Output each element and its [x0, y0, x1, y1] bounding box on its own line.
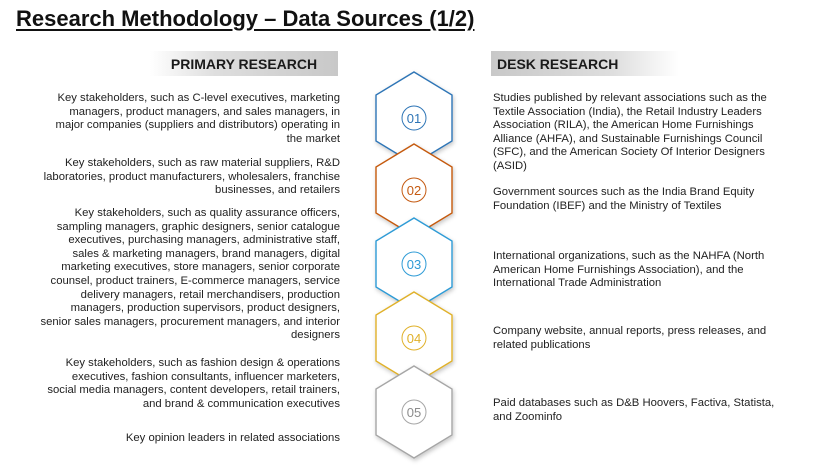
step-03-label: 03 — [406, 257, 422, 272]
primary-item-5: Key opinion leaders in related associations — [125, 432, 340, 444]
desk-item-5: Paid databases such as D&B Hoovers, Factiva, Statista, and Zoominfo — [493, 397, 775, 423]
step-02-label: 02 — [406, 183, 422, 198]
desk-item-1: Studies published by relevant associations such as the Textile Association (India), the Retail Industry Leaders Association (RILA), the American Home Furnishings Alliance (AHFA), and Sustainable Furnishings Council (SFC), and the American Society Of Interior Designers (ASID) — [493, 92, 767, 172]
step-05 — [376, 366, 452, 458]
desk-item-3: International organizations, such as the NAHFA (North American Home Furnishings Association), and the International Trade Administration — [493, 250, 765, 290]
page-title: Research Methodology – Data Sources (1/2) — [16, 6, 475, 31]
desk-research-header: DESK RESEARCH — [491, 51, 679, 76]
desk-item-2: Government sources such as the India Brand Equity Foundation (IBEF) and the Ministry of Textiles — [493, 186, 755, 212]
primary-item-3: Key stakeholders, such as quality assurance officers, sampling managers, graphic designers, senior catalogue executives, purchasing managers, administrative staff, sales & marketing managers, brand managers, digital marketing executives, store managers, senior corporate counsel, product trainers, E-commerce managers, service delivery managers, retail merchandisers, production managers, production supervisors, product designers, senior sales managers, procurement managers, and interior designers — [40, 207, 340, 342]
primary-research-header: PRIMARY RESEARCH — [150, 51, 338, 76]
desk-item-4: Company website, annual reports, press releases, and related publications — [493, 325, 767, 351]
primary-item-4: Key stakeholders, such as fashion design & operations executives, fashion consultants, influencer marketers, social media managers, content developers, retail trainers, and brand & communication executives — [47, 357, 340, 410]
step-01-label: 01 — [406, 111, 422, 126]
step-05-label: 05 — [406, 405, 422, 420]
step-04-label: 04 — [406, 331, 422, 346]
primary-item-1: Key stakeholders, such as C-level executives, marketing managers, product managers, and sales managers, in major companies (suppliers and distributors) operating in the market — [55, 92, 340, 145]
primary-item-2: Key stakeholders, such as raw material suppliers, R&D laboratories, product manufacturers, wholesalers, franchise businesses, and retailers — [43, 157, 340, 197]
